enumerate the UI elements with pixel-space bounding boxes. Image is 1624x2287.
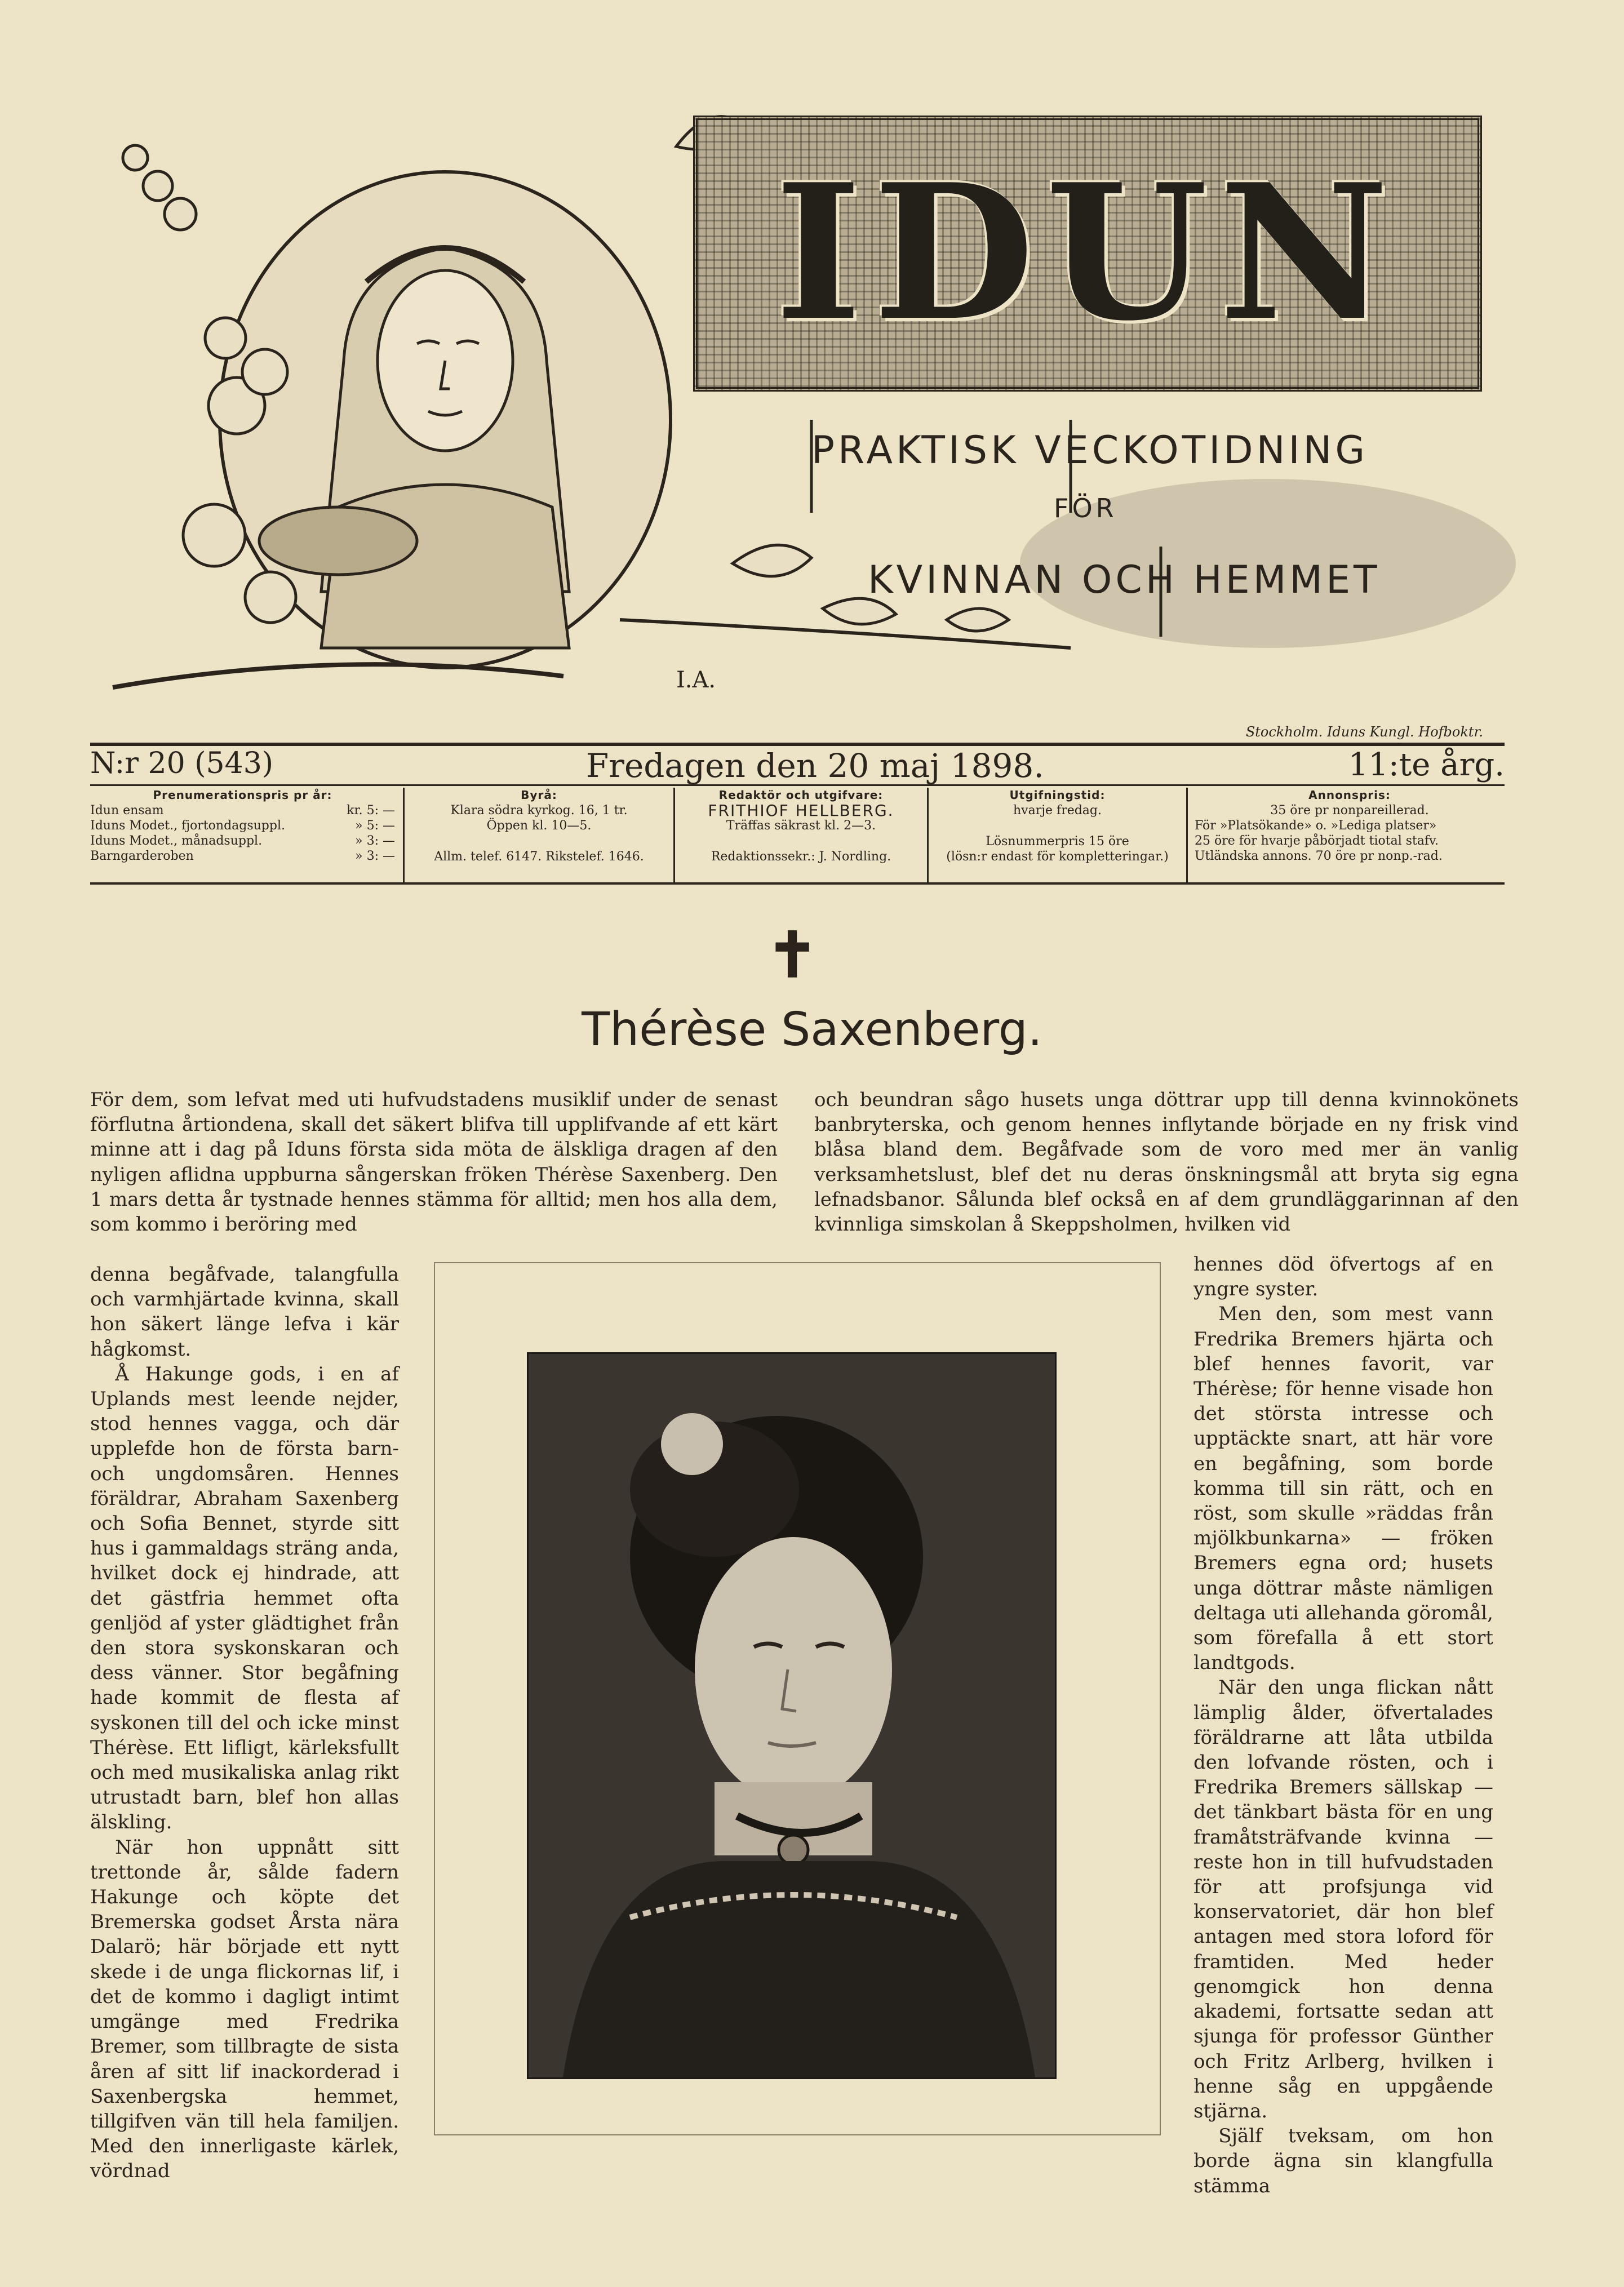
subscription-heading: Prenumerationspris pr år:: [153, 788, 332, 802]
rule-top: [90, 743, 1505, 746]
subscription-label: Iduns Modet., månadsuppl.: [90, 834, 263, 848]
ads-heading: Annonspris:: [1308, 788, 1391, 802]
editor-heading: Redaktör och utgifvare:: [718, 788, 884, 802]
logo-block: [693, 116, 1482, 392]
subscription-row: [90, 818, 395, 833]
article-paragraph-col2: [814, 1087, 1519, 1237]
publisher-note: Stockholm. Iduns Kungl. Hofboktr.: [1245, 724, 1483, 740]
article-text: denna begåfvade, talangfulla och varmhjärtade kvinna, skall hon säkert länge lefva i kär hågkomst.: [90, 1263, 399, 1361]
article-text: hennes död öfvertogs af en yngre syster.: [1193, 1253, 1493, 1301]
subscription-row: [90, 803, 395, 818]
logo-text: IDUN: [775, 143, 1400, 362]
editor-secretary: Redaktionssekr.: J. Nordling.: [711, 850, 891, 864]
editor-column: [673, 788, 927, 882]
tagline-praktisk: PRAKTISK VECKOTIDNING: [811, 428, 1369, 473]
article-text: När den unga flickan nått lämplig ålder, öfvertalades föräldrarne att låta utbilda den lofvande rösten, och i Fredrika Bremers sällskap — det tänkbart bästa för en ung framåtsträfvande kvinna — reste hon in till hufvudstaden för att profsjunga vid konservatoriet, där hon blef antagen med stora loford för framtiden. Med heder genomgick hon denna akademi, fortsatte sedan att sjunga för professor Günther och Fritz Arlberg, hvilken i henne såg en uppgående stjärna.: [1193, 1676, 1493, 2122]
article-column-right: [1193, 1252, 1493, 2199]
tagline-kvinnan: KVINNAN OCH HEMMET: [868, 558, 1381, 602]
article-text: Å Hakunge gods, i en af Uplands mest leende nejder, stod hennes vagga, och där upplefde hon de första barn- och ungdomsåren. Hennes föräldrar, Abraham Saxenberg och Sofia Bennet, styrde sitt hus i gammaldags sträng anda, hvilket dock ej hindrade, att det gästfria hemmet ofta genljöd af yster glädtighet från den stora syskonskaran och dess vänner. Stor begåfning hade kommit de flesta af syskonen till del och icke minst Thérèse. Ett lifligt, kärleksfullt och med musikaliska anlag rikt utrustadt barn, blef hon allas älskling.: [90, 1362, 399, 1834]
article-column-left: [90, 1262, 399, 2184]
ads-line: 35 öre pr nonpareillerad.: [1270, 803, 1429, 818]
office-address: Klara södra kyrkog. 16, 1 tr.: [450, 803, 628, 818]
ads-line: För »Platsökande» o. »Lediga platser»: [1195, 819, 1437, 833]
publishing-price: Lösnummerpris 15 öre: [986, 834, 1129, 849]
article-title: Thérèse Saxenberg.: [582, 1003, 1042, 1056]
subscription-column: [90, 788, 403, 882]
publishing-day: hvarje fredag.: [1013, 803, 1102, 818]
article-paragraph-intro: [90, 1087, 778, 1237]
ads-column: [1186, 788, 1505, 882]
subscription-price: » 3: —: [355, 834, 395, 848]
subscription-price: kr. 5: —: [347, 803, 395, 818]
issue-line: [90, 747, 1505, 786]
office-column: [403, 788, 673, 882]
article-text: För dem, som lefvat med uti hufvudstadens musiklif under de senast förflutna årtiondena, skall det säkert blifva till upplifvande af ett kärt minne att i dag på Iduns första sida möta de älskliga dragen af den nyligen aflidna uppburna sångerskan fröken Thérèse Saxenberg. Den 1 mars detta år tystnade hennes stämma för alltid; men hos alla dem, som kommo i beröring med: [90, 1089, 778, 1236]
issue-year: 11:te årg.: [1348, 747, 1505, 783]
ads-line: Utländska annons. 70 öre pr nonp.-rad.: [1195, 849, 1443, 863]
subscription-label: Iduns Modet., fjortondagsuppl.: [90, 819, 286, 833]
office-phone: Allm. telef. 6147. Rikstelef. 1646.: [434, 850, 644, 864]
editor-hours: Träffas säkrast kl. 2—3.: [726, 819, 876, 833]
portrait-photo: [527, 1352, 1057, 2079]
subscription-label: Idun ensam: [90, 803, 164, 818]
publishing-note: (lösn:r endast för kompletteringar.): [946, 850, 1169, 864]
article-text: Men den, som mest vann Fredrika Bremers hjärta och blef hennes favorit, var Thérèse; för henne visade hon det största intresse och upptäckte snart, att här vore en begåfning, som borde komma till sin rätt, och en röst, som skulle »räddas från mjölkbunkarna» — fröken Bremers egna ord; husets unga döttrar måste nämligen deltaga uti allehanda göromål, som förefalla å ett stort landtgods.: [1193, 1303, 1493, 1675]
office-heading: Byrå:: [521, 788, 557, 802]
info-box: [90, 788, 1505, 883]
subscription-row: [90, 849, 395, 864]
masthead: [0, 0, 1624, 740]
ads-line: 25 öre för hvarje påbörjadt tiotal stafv.: [1195, 834, 1439, 848]
article-text: och beundran sågo husets unga döttrar upp till denna kvinnokönets banbryterska, och genom hennes inflytande började en ny frisk vind blåsa bland dem. Begåfvade som de voro med mer än vanlig verksamhetslust, blef det nu deras önskningsmål att bryta sig egna lefnadsbanor. Sålunda blef också en af dem grundläggarinnan af den kvinnliga simskolan å Skeppsholmen, hvilken vid: [814, 1089, 1519, 1236]
tagline-for: FÖR: [1054, 493, 1117, 523]
portrait-drawing: [529, 1354, 1057, 2079]
cross-icon: ✝: [766, 918, 819, 991]
issue-number: N:r 20 (543): [90, 747, 274, 780]
publishing-column: [927, 788, 1186, 882]
subscription-row: [90, 833, 395, 849]
office-hours: Öppen kl. 10—5.: [486, 819, 592, 833]
publishing-heading: Utgifningstid:: [1009, 788, 1106, 802]
artist-initials: I.A.: [676, 667, 716, 693]
article-text: När hon uppnått sitt trettonde år, sålde fadern Hakunge och köpte det Bremerska godset Årsta nära Dalarö; här började ett nytt skede i de unga flickornas lif, i det de kommo i dagligt intimt umgänge med Fredrika Bremer, som tillbragte de sista åren af sitt lif inackorderad i Saxenbergska hemmet, tillgifven vän till hela familjen. Med den innerligaste kärlek, vördnad: [90, 1836, 399, 2183]
article-text: Själf tveksam, om hon borde ägna sin klangfulla stämma: [1193, 2125, 1493, 2197]
issue-date: Fredagen den 20 maj 1898.: [586, 747, 1044, 785]
subscription-label: Barngarderoben: [90, 849, 194, 863]
subscription-price: » 5: —: [355, 819, 395, 833]
rule-mid: [90, 784, 1505, 786]
rule-bottom: [90, 882, 1505, 885]
subscription-price: » 3: —: [355, 849, 395, 863]
editor-name: FRITHIOF HELLBERG.: [708, 801, 894, 820]
